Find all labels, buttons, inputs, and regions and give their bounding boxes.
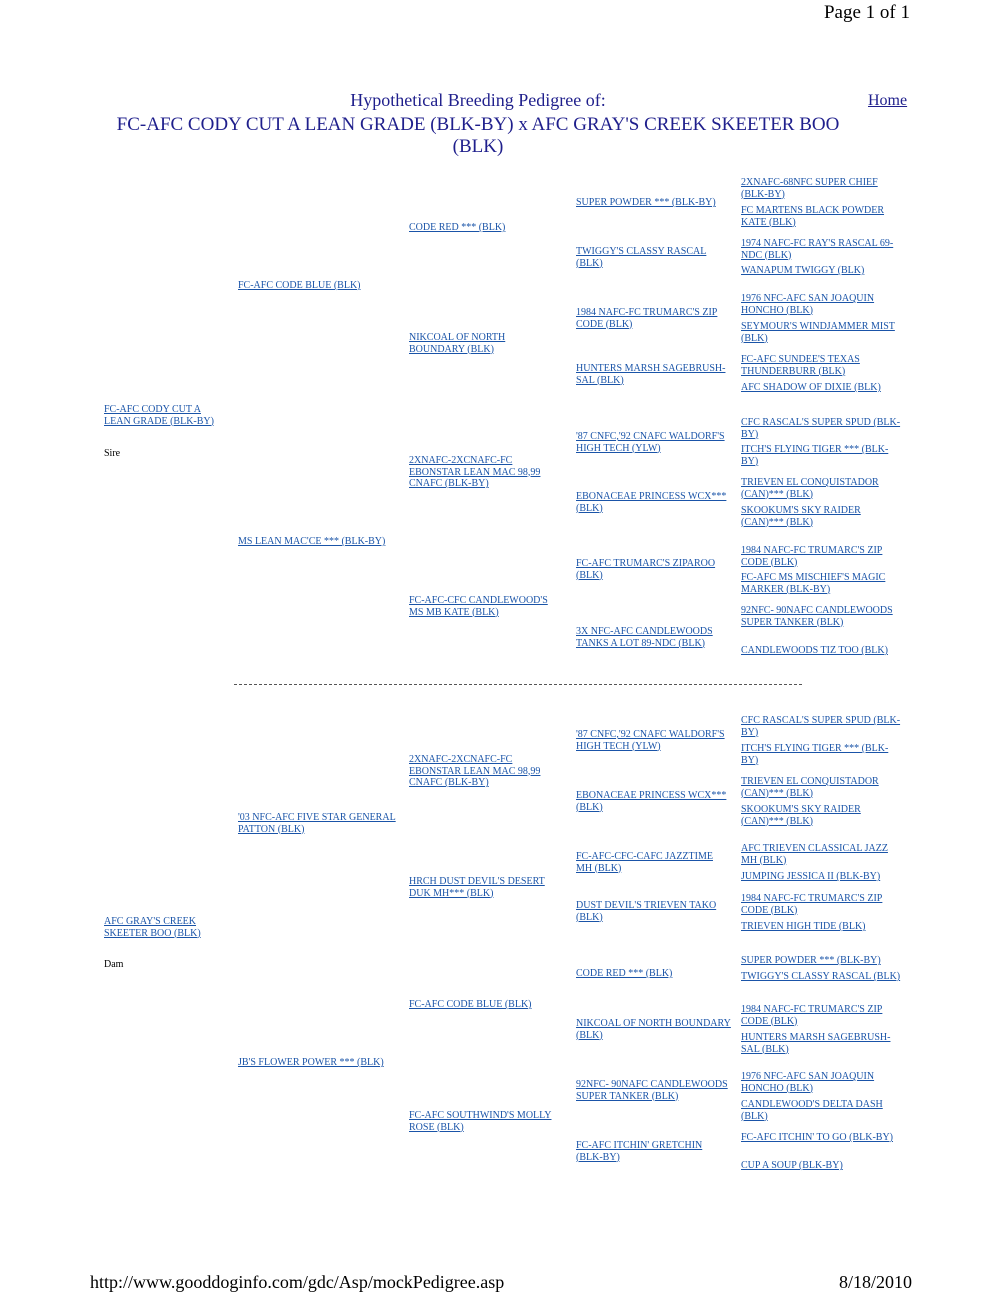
pedigree-link[interactable]: NIKCOAL OF NORTH BOUNDARY (BLK) [409, 332, 506, 355]
pedigree-link[interactable]: '03 NFC-AFC FIVE STAR GENERAL PATTON (BLK) [238, 812, 396, 835]
pedigree-link[interactable]: FC-AFC SUNDEE'S TEXAS THUNDERBURR (BLK) [741, 354, 860, 377]
pedigree-link[interactable]: TWIGGY'S CLASSY RASCAL (BLK) [576, 246, 707, 269]
pedigree-link[interactable]: TRIEVEN EL CONQUISTADOR (CAN)*** (BLK) [741, 776, 879, 799]
pedigree-link[interactable]: 1984 NAFC-FC TRUMARC'S ZIP CODE (BLK) [741, 893, 883, 916]
pedigree-link[interactable]: EBONACEAE PRINCESS WCX*** (BLK) [576, 491, 727, 514]
pedigree-link[interactable]: DUST DEVIL'S TRIEVEN TAKO (BLK) [576, 900, 717, 923]
dam-label: Dam [104, 959, 124, 970]
pedigree-link[interactable]: JB'S FLOWER POWER *** (BLK) [238, 1057, 384, 1068]
pedigree-link[interactable]: FC MARTENS BLACK POWDER KATE (BLK) [741, 205, 885, 228]
pedigree-link[interactable]: SKOOKUM'S SKY RAIDER (CAN)*** (BLK) [741, 505, 861, 528]
pedigree-link[interactable]: CODE RED *** (BLK) [409, 222, 506, 233]
pedigree-link[interactable]: CFC RASCAL'S SUPER SPUD (BLK-BY) [741, 417, 901, 440]
pedigree-link[interactable]: FC-AFC-CFC CANDLEWOOD'S MS MB KATE (BLK) [409, 595, 548, 618]
pedigree-link[interactable]: NIKCOAL OF NORTH BOUNDARY (BLK) [576, 1018, 731, 1041]
pedigree-link[interactable]: FC-AFC-CFC-CAFC JAZZTIME MH (BLK) [576, 851, 713, 874]
pedigree-link[interactable]: 3X NFC-AFC CANDLEWOODS TANKS A LOT 89-NDC (BLK) [576, 626, 713, 649]
pedigree-link[interactable]: CFC RASCAL'S SUPER SPUD (BLK-BY) [741, 715, 901, 738]
pedigree-link[interactable]: AFC SHADOW OF DIXIE (BLK) [741, 382, 881, 393]
pedigree-link[interactable]: CANDLEWOODS TIZ TOO (BLK) [741, 645, 888, 656]
footer-date: 8/18/2010 [838, 1272, 912, 1292]
pedigree-link[interactable]: JUMPING JESSICA II (BLK-BY) [741, 871, 881, 882]
pedigree-link[interactable]: 1974 NAFC-FC RAY'S RASCAL 69-NDC (BLK) [741, 238, 894, 261]
pedigree-link[interactable]: HUNTERS MARSH SAGEBRUSH-SAL (BLK) [741, 1032, 891, 1055]
pedigree-link[interactable]: FC-AFC SOUTHWIND'S MOLLY ROSE (BLK) [409, 1110, 552, 1133]
pedigree-link[interactable]: '87 CNFC,'92 CNAFC WALDORF'S HIGH TECH (YLW) [576, 431, 725, 454]
pedigree-link[interactable]: SKOOKUM'S SKY RAIDER (CAN)*** (BLK) [741, 804, 861, 827]
pedigree-link[interactable]: ITCH'S FLYING TIGER *** (BLK-BY) [741, 444, 889, 467]
pedigree-link[interactable]: WANAPUM TWIGGY (BLK) [741, 265, 865, 276]
pedigree-link[interactable]: 1976 NFC-AFC SAN JOAQUIN HONCHO (BLK) [741, 1071, 875, 1094]
sire-link[interactable]: FC-AFC CODY CUT A LEAN GRADE (BLK-BY) [104, 404, 214, 427]
pedigree-link[interactable]: FC-AFC ITCHIN' TO GO (BLK-BY) [741, 1132, 893, 1143]
pedigree-link[interactable]: FC-AFC ITCHIN' GRETCHIN (BLK-BY) [576, 1140, 703, 1163]
pedigree-link[interactable]: HUNTERS MARSH SAGEBRUSH-SAL (BLK) [576, 363, 726, 386]
pedigree-link[interactable]: CUP A SOUP (BLK-BY) [741, 1160, 843, 1171]
pedigree-link[interactable]: 92NFC- 90NAFC CANDLEWOODS SUPER TANKER (BLK) [741, 605, 893, 628]
pedigree-link[interactable]: HRCH DUST DEVIL'S DESERT DUK MH*** (BLK) [409, 876, 545, 899]
dam-link[interactable]: AFC GRAY'S CREEK SKEETER BOO (BLK) [104, 916, 201, 939]
pedigree-link[interactable]: FC-AFC TRUMARC'S ZIPAROO (BLK) [576, 558, 716, 581]
pedigree-title: FC-AFC CODY CUT A LEAN GRADE (BLK-BY) x AFC GRAY'S CREEK SKEETER BOO (BLK) [116, 114, 840, 157]
sire-label: Sire [104, 448, 121, 459]
pedigree-link[interactable]: 1984 NAFC-FC TRUMARC'S ZIP CODE (BLK) [741, 545, 883, 568]
home-link[interactable]: Home [868, 92, 908, 109]
pedigree-link[interactable]: SUPER POWDER *** (BLK-BY) [576, 197, 716, 208]
pedigree-link[interactable]: 2XNAFC-2XCNAFC-FC EBONSTAR LEAN MAC 98,99 CNAFC (BLK-BY) [409, 455, 541, 489]
pedigree-link[interactable]: FC-AFC CODE BLUE (BLK) [409, 999, 532, 1010]
pedigree-link[interactable]: MS LEAN MAC'CE *** (BLK-BY) [238, 536, 386, 547]
sire-dam-divider [234, 684, 802, 685]
pedigree-link[interactable]: SEYMOUR'S WINDJAMMER MIST (BLK) [741, 321, 895, 344]
page-number: Page 1 of 1 [823, 2, 910, 23]
pedigree-link[interactable]: SUPER POWDER *** (BLK-BY) [741, 955, 881, 966]
page-title: Hypothetical Breeding Pedigree of: [350, 90, 606, 110]
pedigree-link[interactable]: 1984 NAFC-FC TRUMARC'S ZIP CODE (BLK) [576, 307, 718, 330]
pedigree-link[interactable]: CODE RED *** (BLK) [576, 968, 673, 979]
footer-url: http://www.gooddoginfo.com/gdc/Asp/mockPedigree.asp [90, 1272, 505, 1292]
pedigree-link[interactable]: 2XNAFC-68NFC SUPER CHIEF (BLK-BY) [741, 177, 878, 200]
pedigree-link[interactable]: 1984 NAFC-FC TRUMARC'S ZIP CODE (BLK) [741, 1004, 883, 1027]
pedigree-link[interactable]: TWIGGY'S CLASSY RASCAL (BLK) [741, 971, 901, 982]
pedigree-link[interactable]: ITCH'S FLYING TIGER *** (BLK-BY) [741, 743, 889, 766]
pedigree-link[interactable]: 2XNAFC-2XCNAFC-FC EBONSTAR LEAN MAC 98,99 CNAFC (BLK-BY) [409, 754, 541, 788]
pedigree-link[interactable]: 92NFC- 90NAFC CANDLEWOODS SUPER TANKER (BLK) [576, 1079, 728, 1102]
pedigree-link[interactable]: 1976 NFC-AFC SAN JOAQUIN HONCHO (BLK) [741, 293, 875, 316]
pedigree-link[interactable]: EBONACEAE PRINCESS WCX*** (BLK) [576, 790, 727, 813]
pedigree-link[interactable]: AFC TRIEVEN CLASSICAL JAZZ MH (BLK) [741, 843, 888, 866]
pedigree-link[interactable]: FC-AFC MS MISCHIEF'S MAGIC MARKER (BLK-BY) [741, 572, 886, 595]
pedigree-link[interactable]: TRIEVEN HIGH TIDE (BLK) [741, 921, 866, 932]
pedigree-link[interactable]: FC-AFC CODE BLUE (BLK) [238, 280, 361, 291]
pedigree-link[interactable]: '87 CNFC,'92 CNAFC WALDORF'S HIGH TECH (YLW) [576, 729, 725, 752]
pedigree-link[interactable]: CANDLEWOOD'S DELTA DASH (BLK) [741, 1099, 883, 1122]
pedigree-link[interactable]: TRIEVEN EL CONQUISTADOR (CAN)*** (BLK) [741, 477, 879, 500]
